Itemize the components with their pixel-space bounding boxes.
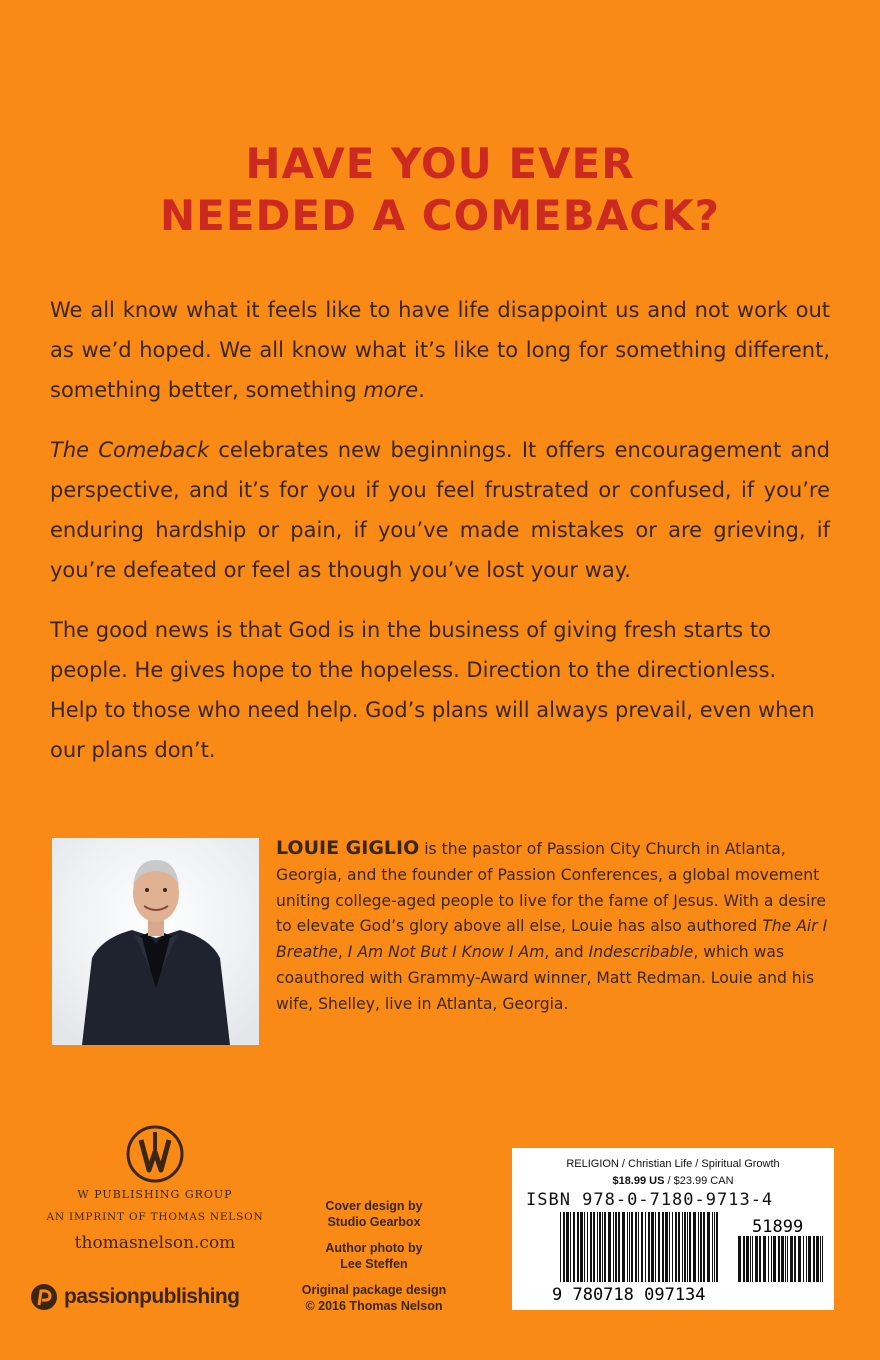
price-separator: / xyxy=(664,1175,674,1187)
headline xyxy=(0,138,880,242)
barcode-bar xyxy=(648,1212,650,1282)
barcode-bar xyxy=(641,1212,643,1282)
author-photo xyxy=(52,838,259,1045)
barcode-bar xyxy=(638,1212,639,1282)
barcode-bar xyxy=(599,1212,601,1282)
blurb-paragraph-1 xyxy=(50,290,830,410)
barcode-bar xyxy=(597,1212,598,1282)
barcode-bar xyxy=(743,1236,745,1282)
headline-line-1: HAVE YOU EVER xyxy=(245,139,635,188)
barcode-bar xyxy=(675,1212,677,1282)
barcode-bar xyxy=(584,1212,585,1282)
barcode-bar xyxy=(622,1212,625,1282)
barcode-bar xyxy=(684,1212,686,1282)
barcode-bar xyxy=(693,1212,696,1282)
cover-design-name: Studio Gearbox xyxy=(327,1215,421,1229)
barcode-bar xyxy=(580,1212,583,1282)
barcode-bar xyxy=(803,1236,804,1282)
barcode-bar xyxy=(785,1236,786,1282)
addon-bars xyxy=(738,1236,823,1282)
blurb xyxy=(50,290,830,790)
w-publishing-logo-icon xyxy=(125,1122,185,1186)
passion-publishing-logo xyxy=(30,1282,239,1312)
book-the-air-i-breathe: The Air I Breathe xyxy=(276,917,828,962)
isbn-text: ISBN 978-0-7180-9713-4 xyxy=(526,1190,774,1210)
bio-text-1: is the pastor of Passion City Church in Atlanta, Georgia, and the founder of Passion Conferences, a global movement uniting college-aged people to live for the fame of Jesus. With a desire to elevate God’s glory above all else, Louie has also authored xyxy=(276,840,826,936)
barcode-bar xyxy=(787,1236,788,1282)
barcode-bar xyxy=(629,1212,630,1282)
author-photo-label: Author photo by xyxy=(325,1241,423,1255)
book-i-am-not-but-i-know-i-am: I Am Not But I Know I Am xyxy=(347,943,545,962)
barcode-bar xyxy=(752,1236,753,1282)
barcode-bar xyxy=(763,1236,766,1282)
blurb-paragraph-2 xyxy=(50,430,830,590)
barcode-bar xyxy=(687,1212,688,1282)
blurb-paragraph-3 xyxy=(50,610,830,770)
barcode-bar xyxy=(746,1236,749,1282)
credits xyxy=(274,1198,474,1324)
barcode-bar xyxy=(566,1212,569,1282)
barcode-bar xyxy=(773,1236,776,1282)
barcode-bar xyxy=(808,1236,811,1282)
barcode-bar xyxy=(658,1212,660,1282)
barcode-bar xyxy=(563,1212,565,1282)
barcode-bar xyxy=(615,1212,617,1282)
barcode-bar xyxy=(655,1212,656,1282)
headline-line-2: NEEDED A COMEBACK? xyxy=(160,191,720,240)
barcode-bar xyxy=(794,1236,796,1282)
price-us: $18.99 US xyxy=(612,1175,665,1187)
publisher-name: W PUBLISHING GROUP xyxy=(77,1188,233,1201)
barcode-bar xyxy=(700,1212,702,1282)
barcode-bar xyxy=(768,1236,769,1282)
barcode-bar xyxy=(759,1236,761,1282)
barcode-bar xyxy=(590,1212,592,1282)
barcode-bar xyxy=(712,1212,713,1282)
barcode-bar xyxy=(627,1212,628,1282)
blurb-p3-text: The good news is that God is in the business of giving fresh starts to people. He gives hope to the hopeless. Direction to the directionless. Help to those who need help. God’s plans will always prevail, even when our plans don’t. xyxy=(50,618,815,762)
barcode-bar xyxy=(798,1236,801,1282)
barcode-bar xyxy=(604,1212,606,1282)
barcode-bar xyxy=(698,1212,699,1282)
bio-separator-2: , and xyxy=(544,943,589,962)
ean-bars xyxy=(560,1212,718,1282)
blurb-p1-text: We all know what it feels like to have life disappoint us and not work out as we’d hoped. We all know what it’s like to long for something different, something better, something xyxy=(50,298,830,402)
barcode-bar xyxy=(755,1236,758,1282)
barcode-bar xyxy=(820,1236,821,1282)
barcode-bar xyxy=(662,1212,664,1282)
cover-design-label: Cover design by xyxy=(325,1199,423,1213)
barcode-bar xyxy=(618,1212,620,1282)
blurb-p1-end: . xyxy=(418,378,425,402)
barcode-bar xyxy=(716,1212,718,1282)
barcode-bar xyxy=(816,1236,819,1282)
blurb-p2-text: celebrates new beginnings. It offers encouragement and perspective, and it’s for you if you feel frustrated or confused, if you’re enduring hardship or pain, if you’ve made mistakes or are grieving, if you’re defeated or feel as though you’ve lost your way. xyxy=(50,438,830,582)
barcode-bar xyxy=(613,1212,614,1282)
barcode-bar xyxy=(678,1212,680,1282)
barcode-bar xyxy=(560,1212,561,1282)
barcode-bar xyxy=(689,1212,691,1282)
book-title-italic: The Comeback xyxy=(50,438,210,462)
price-can: $23.99 CAN xyxy=(673,1175,734,1187)
barcode-bar xyxy=(822,1236,823,1282)
author-bio xyxy=(276,836,842,1018)
publisher-url: thomasnelson.com xyxy=(74,1233,236,1253)
barcode-bar xyxy=(672,1212,673,1282)
barcode-bar xyxy=(577,1212,579,1282)
addon-digits: 51899 xyxy=(752,1217,804,1237)
bio-text-2: , which was coauthored with Grammy-Award winner, Matt Redman. Louie and his wife, Shelley, live in Atlanta, Georgia. xyxy=(276,943,815,1013)
barcode-bar xyxy=(665,1212,668,1282)
author-name: LOUIE GIGLIO xyxy=(276,837,420,859)
barcode-bar xyxy=(631,1212,633,1282)
barcode-bar xyxy=(750,1236,751,1282)
barcode-bar xyxy=(645,1212,646,1282)
barcode-bar xyxy=(778,1236,780,1282)
barcode-bar xyxy=(570,1212,571,1282)
barcode-bar xyxy=(813,1236,815,1282)
barcode-bar xyxy=(781,1236,784,1282)
ean-digits: 9 780718 097134 xyxy=(552,1285,706,1304)
publisher-block xyxy=(30,1122,280,1253)
bio-separator-1: , xyxy=(337,943,348,962)
barcode-bar xyxy=(593,1212,595,1282)
author-photo-name: Lee Steffen xyxy=(340,1257,408,1271)
price-label xyxy=(512,1175,834,1187)
category-label: RELIGION / Christian Life / Spiritual Growth xyxy=(566,1158,780,1170)
book-indescribable: Indescribable xyxy=(588,943,694,962)
cover-design-credit xyxy=(274,1198,474,1230)
barcode-bar xyxy=(703,1212,705,1282)
barcode-bar xyxy=(714,1212,715,1282)
package-design-copyright: © 2016 Thomas Nelson xyxy=(305,1299,443,1313)
barcode-bar xyxy=(806,1236,807,1282)
barcode-bar xyxy=(602,1212,603,1282)
passion-logo-icon xyxy=(30,1283,58,1311)
package-design-label: Original package design xyxy=(301,1283,447,1297)
package-design-credit xyxy=(274,1282,474,1314)
barcode-bar xyxy=(587,1212,588,1282)
barcode-bar xyxy=(707,1212,710,1282)
barcode-bar xyxy=(573,1212,575,1282)
barcode-bar xyxy=(682,1212,683,1282)
barcode-bar xyxy=(771,1236,772,1282)
barcode-icon xyxy=(552,1212,832,1304)
barcode-bar xyxy=(635,1212,637,1282)
barcode-bar xyxy=(790,1236,793,1282)
publisher-imprint: AN IMPRINT OF THOMAS NELSON xyxy=(46,1211,264,1223)
barcode-bar xyxy=(738,1236,741,1282)
blurb-p1-italic: more xyxy=(363,378,419,402)
barcode-bar xyxy=(669,1212,670,1282)
author-photo-credit xyxy=(274,1240,474,1272)
barcode-panel xyxy=(512,1148,834,1310)
passion-publishing-text: passionpublishing xyxy=(64,1285,240,1308)
barcode-bar xyxy=(651,1212,654,1282)
barcode-bar xyxy=(608,1212,611,1282)
